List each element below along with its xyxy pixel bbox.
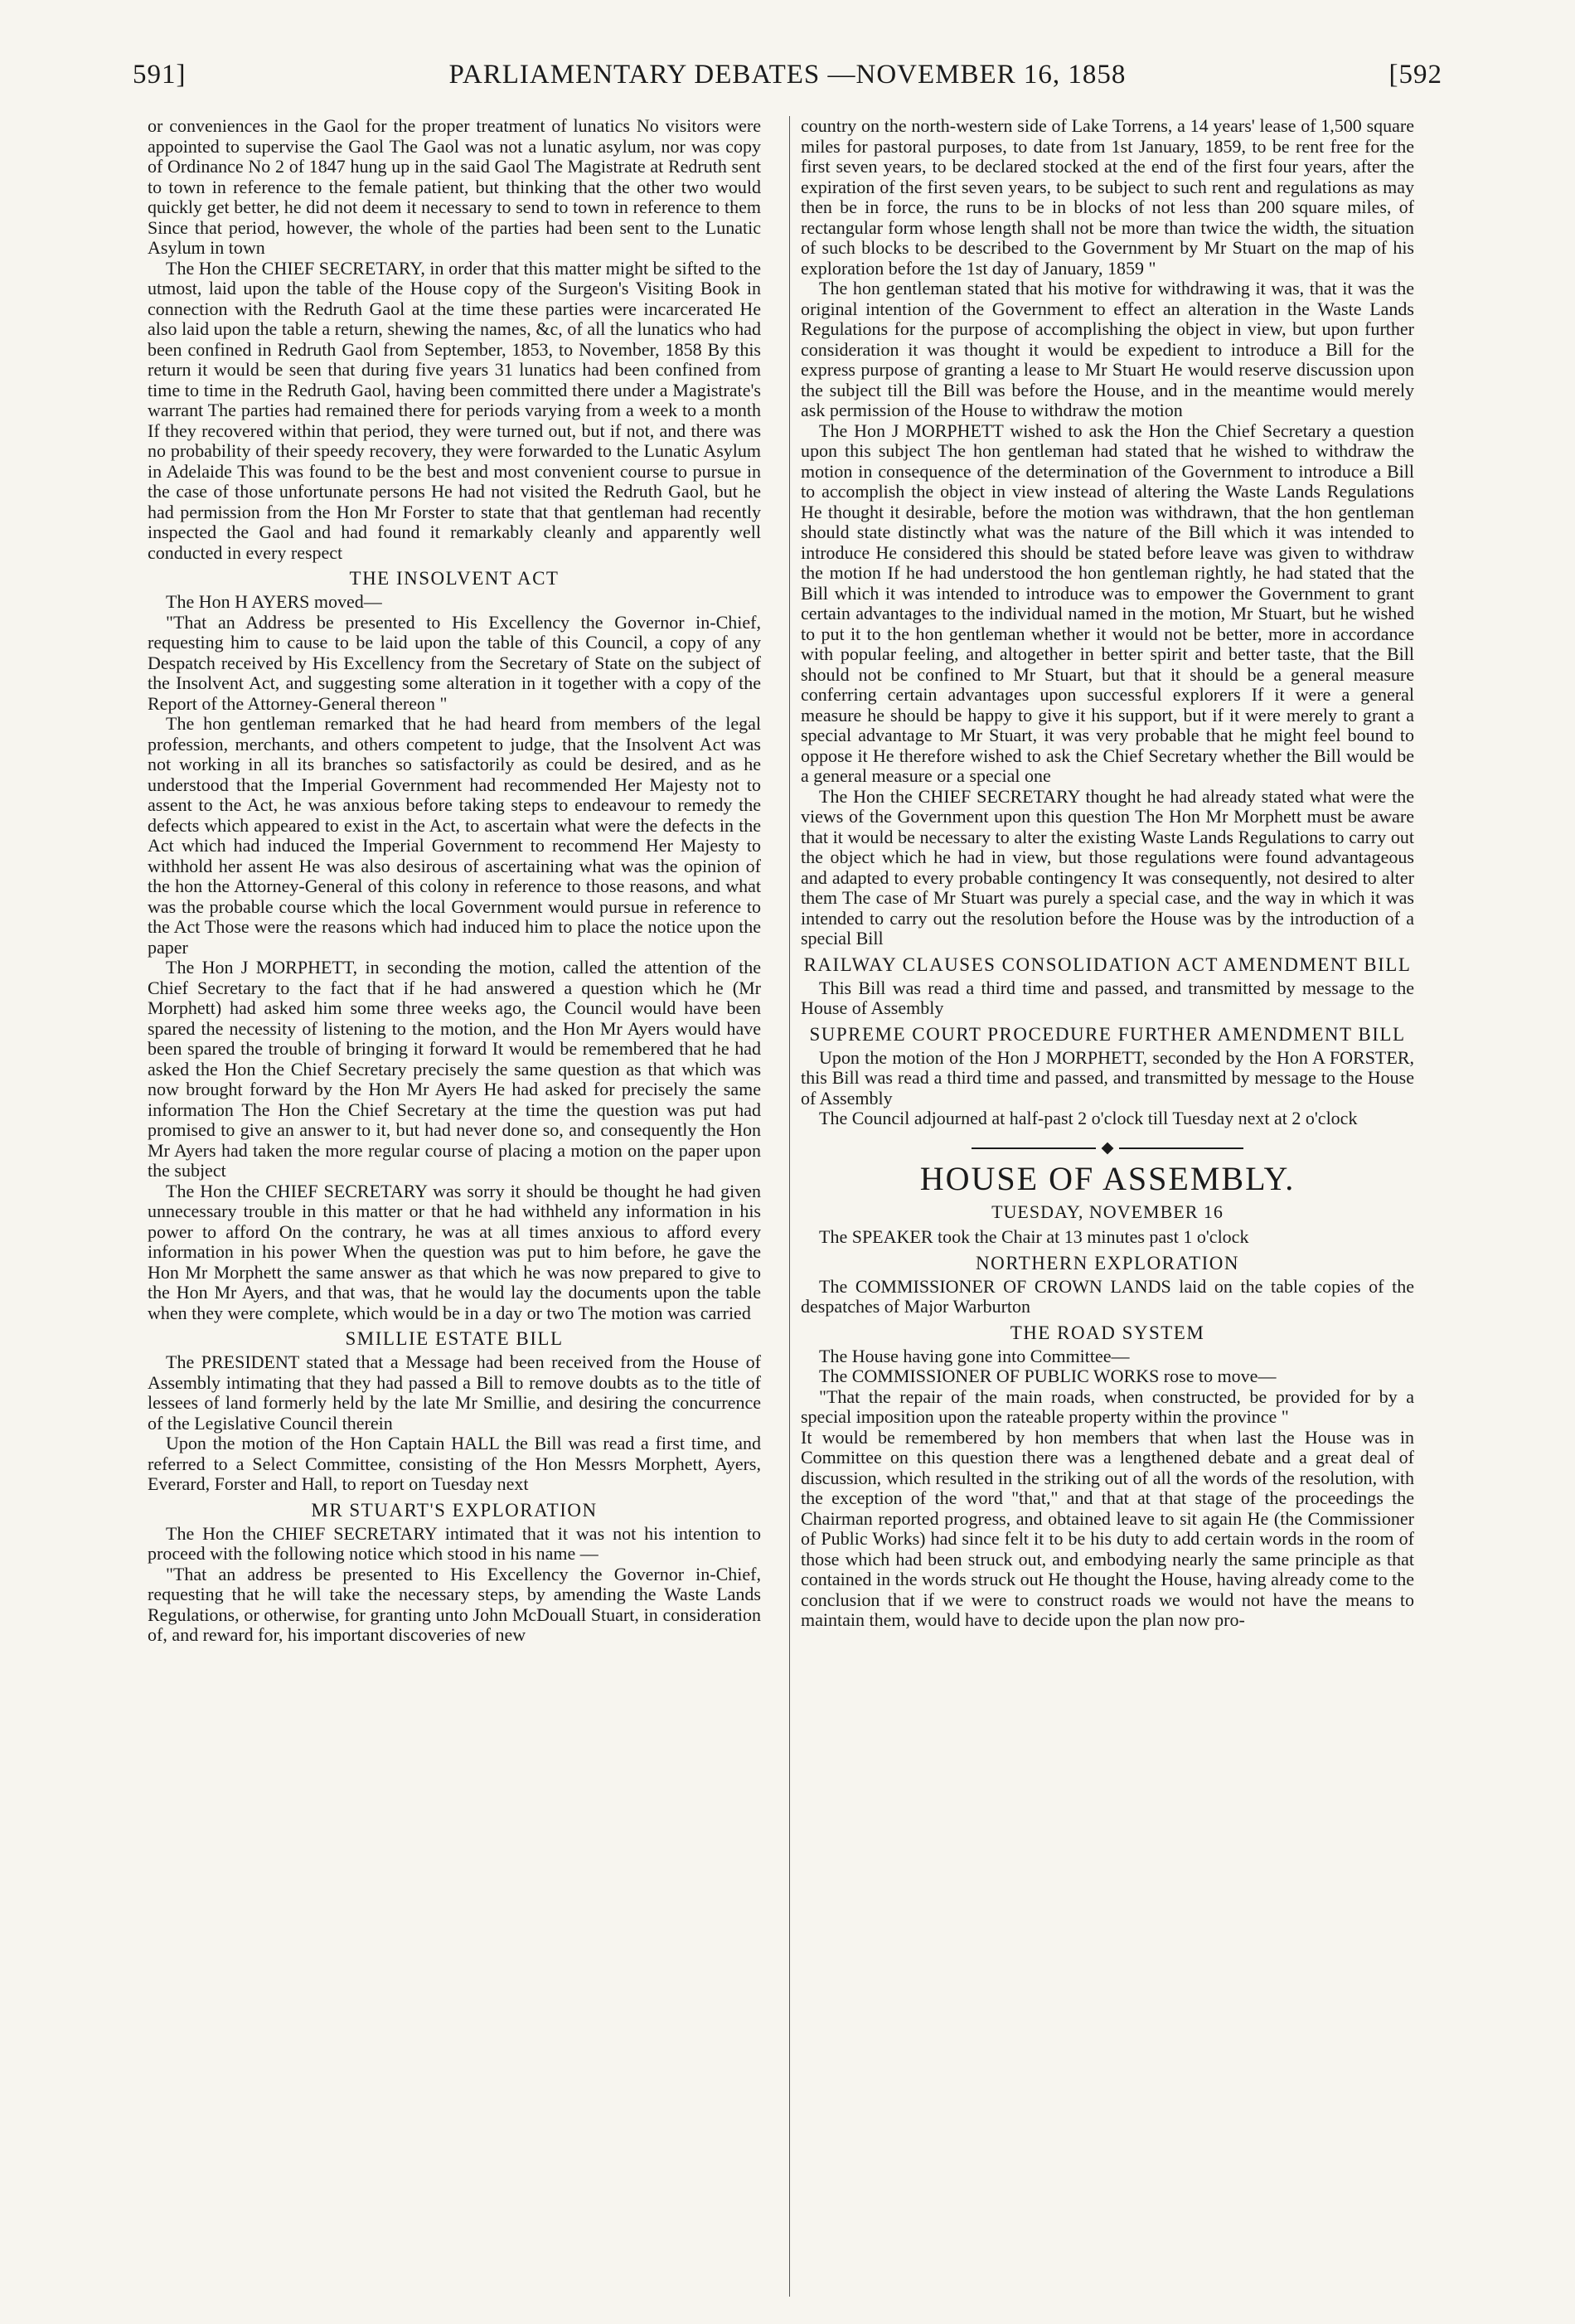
section-heading-railway-clauses: RAILWAY CLAUSES CONSOLIDATION ACT AMENDMENT BILL <box>803 953 1412 975</box>
section-heading-smillie-estate-bill: SMILLIE ESTATE BILL <box>345 1328 564 1349</box>
paragraph: The Hon the CHIEF SECRETARY intimated that it was not his intention to proceed with the following notice which stood in his name — <box>148 1522 761 1564</box>
paragraph: country on the north-western side of Lake Torrens, a 14 years' lease of 1,500 square miles for pastoral purposes, to date from 1st January, 1859, to be rent free for the first seven years, to be declared stocked at the end of the first four years, after the expiration of the first seven years, to be subject to such rent and regulations as may then be in force, the runs to be in blocks of not less than 200 square miles, of rectangular form whose length shall not be more than twice the width, the situation of such blocks to be described to the Government by Mr Stuart on the map of his exploration before the 1st day of January, 1859 " <box>801 116 1414 279</box>
paragraph: The Hon the CHIEF SECRETARY, in order that this matter might be sifted to the utmost, laid upon the table of the House copy of the Surgeon's Visiting Book in connection with the Redruth Gaol at the time these parties were incarcerated He also laid upon the table a return, shewing the names, &c, of all the lunatics who had been confined in Redruth Gaol from September, 1853, to November, 1858 By this return it would be seen that during five years 31 lunatics had been confined from time to time in the Redruth Gaol, having been committed there under a Magistrate's warrant The parties had remained there for periods varying from a week to a month If they recovered within that period, they were turned out, but if not, and there was no probability of their speedy recovery, they were forwarded to the Lunatic Asylum in Adelaide This was found to be the best and most convenient course to pursue in the case of those unfortunate persons He had not visited the Redruth Gaol, but he had permission from the Hon Mr Forster to state that that gentleman had recently inspected the Gaol and had found it remarkably cleanly and apparently well conducted in every respect <box>148 257 761 563</box>
paragraph: The SPEAKER took the Chair at 13 minutes past 1 o'clock <box>819 1226 1249 1247</box>
column-divider <box>789 116 790 2297</box>
paragraph: It would be remembered by hon members that when last the House was in Committee on this question there was a lengthened debate and a great deal of discussion, which resulted in the striking out of all the words of the resolution, with the exception of the word "that," and that at that stage of the proceedings the Chairman reported progress, and obtained leave to sit again He (the Commissioner of Public Works) had since felt it to be his duty to add certain words in the room of those which had been struck out, and embodying nearly the same principle as that contained in the words struck out He thought the House, having already come to the conclusion that if we were to construct roads we would not have the means to maintain them, would have to decide upon the plan now pro- <box>801 1426 1414 1630</box>
section-heading-road-system: THE ROAD SYSTEM <box>1010 1322 1205 1343</box>
motion-text: "That an address be presented to His Excellency the Governor in-Chief, requesting that he will take the necessary steps, by amending the Waste Lands Regulations, or otherwise, for granting unto John McDouall Stuart, in consideration of, and reward for, his important discoveries of new <box>148 1563 761 1645</box>
divider-line-left <box>972 1147 1096 1149</box>
section-heading-stuart-exploration: MR STUART'S EXPLORATION <box>311 1499 598 1521</box>
paragraph: The COMMISSIONER OF PUBLIC WORKS rose to move— <box>819 1366 1277 1386</box>
paragraph: The Council adjourned at half-past 2 o'clock till Tuesday next at 2 o'clock <box>819 1108 1358 1128</box>
paragraph: The COMMISSIONER OF CROWN LANDS laid on the table copies of the despatches of Major Warburton <box>801 1275 1414 1317</box>
left-column <box>148 116 761 2297</box>
paragraph: The hon gentleman stated that his motive for withdrawing it was, that it was the original intention of the Government to effect an alteration in the Waste Lands Regulations for the purpose of accomplishing the object in view, but upon further consideration it was thought it would be expedient to introduce a Bill for the express purpose of granting a lease to Mr Stuart He would reserve discussion upon the subject till the Bill was before the House, and in the meantime would merely ask permission of the House to withdraw the motion <box>801 278 1414 420</box>
sitting-date: TUESDAY, NOVEMBER 16 <box>991 1201 1224 1222</box>
section-heading-supreme-court: SUPREME COURT PROCEDURE FURTHER AMENDMENT BILL <box>809 1023 1406 1045</box>
paragraph: This Bill was read a third time and passed, and transmitted by message to the House of Assembly <box>801 977 1414 1018</box>
paragraph: The Hon the CHIEF SECRETARY was sorry it should be thought he had given unnecessary trouble in this matter or that he had withheld any information in his power to afford On the contrary, he was at all times anxious to afford every information in his power When the question was put to him before, he gave the Hon Mr Morphett the same answer as that which he was now prepared to give to the Hon Mr Ayers, and that was, that he would lay the documents upon the table when they were complete, which would be in a day or two The motion was carried <box>148 1180 761 1323</box>
page-number-right: [592 <box>1388 60 1442 90</box>
running-title: PARLIAMENTARY DEBATES —NOVEMBER 16, 1858 <box>448 60 1127 90</box>
paragraph: Upon the motion of the Hon J MORPHETT, seconded by the Hon A FORSTER, this Bill was read a third time and passed, and transmitted by message to the House of Assembly <box>801 1046 1414 1109</box>
page-number-left: 591] <box>133 60 187 90</box>
motion-text: "That the repair of the main roads, when constructed, be provided for by a special imposition upon the rateable property within the province " <box>801 1385 1414 1427</box>
paragraph: The House having gone into Committee— <box>819 1345 1130 1366</box>
paragraph: The Hon the CHIEF SECRETARY thought he had already stated what were the views of the Government upon this question The Hon Mr Morphett must be aware that it would be necessary to alter the existing Waste Lands Regulations to carry out the object which he had in view, but those regulations were found advantageous and adapted to every probable contingency It was consequently, not desired to alter them The case of Mr Stuart was purely a special case, and the way in which it was intended to carry out the resolution before the House was by the introduction of a special Bill <box>801 785 1414 949</box>
chamber-heading-house-of-assembly: HOUSE OF ASSEMBLY. <box>919 1159 1296 1197</box>
paragraph: The Hon J MORPHETT, in seconding the motion, called the attention of the Chief Secretary to the fact that if he had answered a question which he (Mr Morphett) had asked him some three weeks ago, the Council would have been spared the necessity of listening to the motion, and the Hon Mr Ayers would have been spared the trouble of bringing it forward It would be remembered that he had asked the Hon the Chief Secretary precisely the same question as that which was now brought forward by the Hon Mr Ayers He had asked for precisely the same information The Hon the Chief Secretary at the time the question was put had promised to give an answer to it, but had never done so, and consequently the Hon Mr Ayers had taken the more regular course of placing a motion on the paper upon the subject <box>148 957 761 1181</box>
diamond-ornament-icon <box>1102 1142 1114 1154</box>
motion-text: "That an Address be presented to His Excellency the Governor in-Chief, requesting him to cause to be laid upon the table of this Council, a copy of any Despatch received by His Excellency from the Secretary of State on the subject of the Insolvent Act, and suggesting some alteration in it together with a copy of the Report of the Attorney-General thereon " <box>148 611 761 714</box>
divider-line-right <box>1119 1147 1243 1149</box>
section-heading-insolvent-act: THE INSOLVENT ACT <box>349 568 560 589</box>
paragraph: or conveniences in the Gaol for the proper treatment of lunatics No visitors were appointed to supervise the Gaol The Gaol was not a lunatic asylum, nor was copy of Ordinance No 2 of 1847 hung up in the said Gaol The Magistrate at Redruth sent to town in reference to the female patient, but thinking that the other two would quickly get better, he did not deem it necessary to send to town in reference to them Since that period, however, the whole of the parties had been sent to the Lunatic Asylum in town <box>148 116 761 258</box>
paragraph: The hon gentleman remarked that he had heard from members of the legal profession, merchants, and others competent to judge, that the Insolvent Act was not working in all its branches so satisfactorily as could be desired, and as he understood that the Imperial Government had recommended Her Majesty not to assent to the Act, he was anxious before taking steps to endeavour to remedy the defects which appeared to exist in the Act, to ascertain what were the defects in the Act which had induced the Imperial Government to recommend Her Majesty to withhold her assent He was also desirous of ascertaining what was the opinion of the hon the Attorney-General of this colony in reference to those reasons, and what was the probable course which the local Government would pursue in reference to the Act Those were the reasons which had induced him to place the notice upon the paper <box>148 713 761 958</box>
page-header <box>133 60 1442 109</box>
ornamental-divider <box>801 1143 1414 1154</box>
section-heading-northern-exploration: NORTHERN EXPLORATION <box>975 1252 1240 1274</box>
paragraph: Upon the motion of the Hon Captain HALL the Bill was read a first time, and referred to a Select Committee, consisting of the Hon Messrs Morphett, Ayers, Everard, Forster and Hall, to report on Tuesday next <box>148 1433 761 1494</box>
paragraph: The Hon H AYERS moved— <box>166 591 382 612</box>
right-column <box>801 116 1414 2297</box>
paragraph: The PRESIDENT stated that a Message had been received from the House of Assembly intimating that they had passed a Bill to remove doubts as to the title of lessees of land formerly held by the late Mr Smillie, and desiring the concurrence of the Legislative Council therein <box>148 1351 761 1434</box>
paragraph: The Hon J MORPHETT wished to ask the Hon the Chief Secretary a question upon this subject The hon gentleman had stated that he wished to withdraw the motion in consequence of the determination of the Government to introduce a Bill to accomplish the object in view instead of altering the Waste Lands Regulations He thought it desirable, before the motion was withdrawn, that the hon gentleman should state distinctly what was the nature of the Bill which it was intended to introduce He considered this should be stated before leave was given to withdraw the motion If he had understood the hon gentleman rightly, he had stated that the Bill which it was intended to introduce was to empower the Government to grant certain advantages to the individual named in the motion, Mr Stuart, but he wished to put it to the hon gentleman whether it would not be better, more in accordance with popular feeling, and altogether in better spirit and better taste, that the Bill should not be confined to Mr Stuart, but that it should be a general measure conferring certain advantages upon successful explorers If it were a general measure he should be happy to give it his support, but if it were merely to grant a special advantage to Mr Stuart, it was very probable that he might feel bound to oppose it He therefore wished to ask the Chief Secretary whether the Bill would be a general measure or a special one <box>801 420 1414 786</box>
